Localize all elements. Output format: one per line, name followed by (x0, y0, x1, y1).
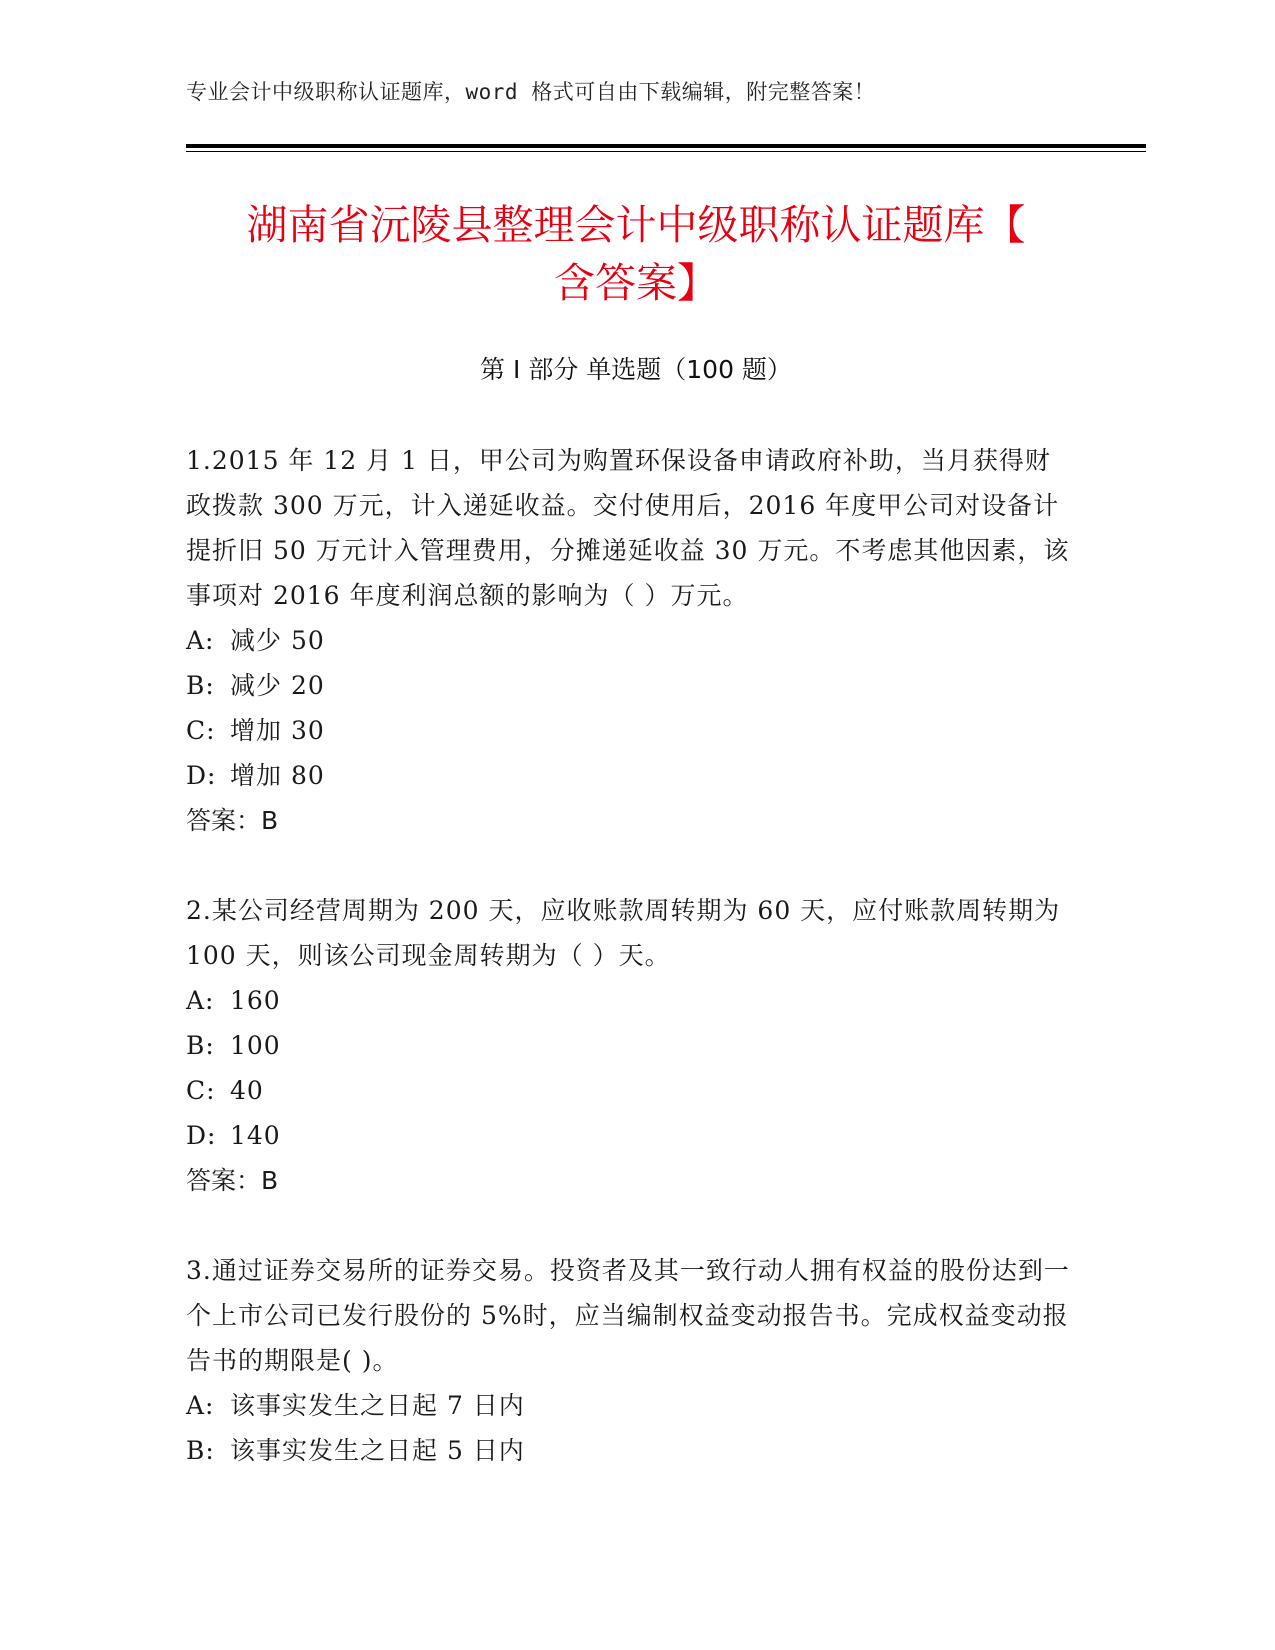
option-text: 100 (230, 1031, 281, 1060)
answer-line (186, 1158, 1076, 1203)
question-stem: 2.某公司经营周期为 200 天，应收账款周转期为 60 天，应付账款周转期为 100 天，则该公司现金周转期为（ ）天。 (186, 896, 1061, 970)
option-a (186, 978, 1076, 1023)
header-note: 专业会计中级职称认证题库，word 格式可自由下载编辑，附完整答案！ (186, 80, 876, 104)
option-letter: B: (186, 1031, 215, 1060)
option-letter: C: (186, 1076, 216, 1105)
answer-value: B (261, 806, 279, 835)
option-c (186, 708, 1076, 753)
option-letter: A: (186, 626, 215, 655)
document-title-line-2: 含答案】 (554, 259, 718, 307)
option-text: 减少 20 (230, 671, 325, 700)
option-text: 160 (230, 986, 281, 1015)
header-rule-thick (186, 144, 1146, 148)
option-b (186, 1023, 1076, 1068)
answer-label: 答案： (186, 806, 262, 835)
option-text: 该事实发生之日起 7 日内 (230, 1391, 525, 1420)
option-text: 该事实发生之日起 5 日内 (230, 1436, 525, 1465)
document-title-line-1: 湖南省沅陵县整理会计中级职称认证题库【 (246, 201, 1026, 249)
answer-line (186, 798, 1076, 843)
answer-label: 答案： (186, 1166, 262, 1195)
header-rule-thin (186, 151, 1146, 152)
option-text: 增加 80 (230, 761, 325, 790)
answer-value: B (261, 1166, 279, 1195)
section-title: 第 I 部分 单选题（100 题） (480, 355, 792, 384)
option-text: 40 (230, 1076, 264, 1105)
option-text: 减少 50 (230, 626, 325, 655)
option-letter: A: (186, 1391, 215, 1420)
option-letter: C: (186, 716, 216, 745)
option-letter: B: (186, 1436, 215, 1465)
document-title (186, 196, 1086, 312)
option-b (186, 663, 1076, 708)
option-c (186, 1068, 1076, 1113)
option-letter: B: (186, 671, 215, 700)
option-a (186, 1383, 1076, 1428)
option-d (186, 1113, 1076, 1158)
option-letter: D: (186, 761, 217, 790)
question-2 (186, 888, 1076, 1203)
question-3 (186, 1248, 1076, 1473)
question-stem: 3.通过证券交易所的证券交易。投资者及其一致行动人拥有权益的股份达到一个上市公司已发行股份的 5%时，应当编制权益变动报告书。完成权益变动报告书的期限是( )。 (186, 1256, 1070, 1375)
option-b (186, 1428, 1076, 1473)
option-d (186, 753, 1076, 798)
option-a (186, 618, 1076, 663)
question-stem: 1.2015 年 12 月 1 日，甲公司为购置环保设备申请政府补助，当月获得财政拨款 300 万元，计入递延收益。交付使用后，2016 年度甲公司对设备计提折旧 50 万元计入管理费用，分摊递延收益 30 万元。不考虑其他因素，该事项对 2016 年度利润总额的影响为（ ）万元。 (186, 446, 1070, 610)
option-letter: D: (186, 1121, 217, 1150)
question-1 (186, 438, 1076, 843)
option-text: 增加 30 (230, 716, 325, 745)
option-text: 140 (230, 1121, 281, 1150)
option-letter: A: (186, 986, 215, 1015)
